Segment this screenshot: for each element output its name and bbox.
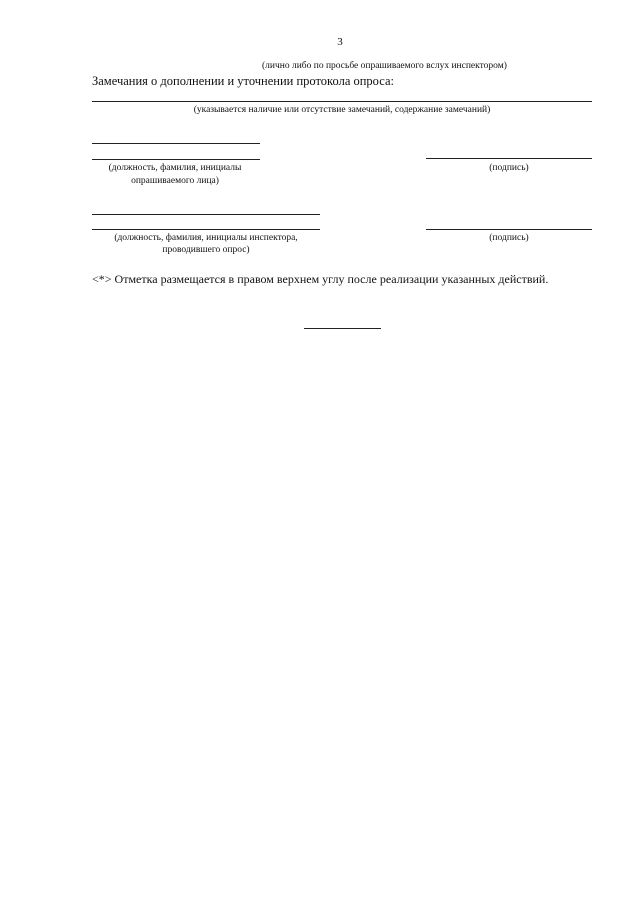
remarks-caption: (указывается наличие или отсутствие замечаний, содержание замечаний) [193, 105, 491, 115]
closing-separator [304, 328, 381, 329]
inspector-position-line-upper [92, 214, 320, 215]
inspector-caption-line2: проводившего опрос) [162, 245, 250, 255]
respondent-signature-caption: (подпись) [489, 163, 529, 173]
respondent-caption-line1: (должность, фамилия, инициалы [108, 163, 242, 173]
inspector-signature-line [426, 229, 592, 230]
respondent-caption-line2: опрашиваемого лица) [131, 176, 219, 186]
inspector-signature-caption: (подпись) [489, 233, 529, 243]
inspector-position-line [92, 229, 320, 230]
remarks-heading: Замечания о дополнении и уточнении протокола опроса: [92, 74, 394, 88]
top-note: (лично либо по просьбе опрашиваемого вслух инспектором) [262, 61, 507, 71]
page-number: 3 [337, 36, 343, 48]
footnote: <*> Отметка размещается в правом верхнем углу после реализации указанных действий. [92, 272, 549, 286]
respondent-position-line [92, 159, 260, 160]
respondent-signature-line [426, 158, 592, 159]
respondent-position-line-upper [92, 143, 260, 144]
remarks-fill-line [92, 101, 592, 102]
inspector-caption-line1: (должность, фамилия, инициалы инспектора, [114, 233, 298, 243]
